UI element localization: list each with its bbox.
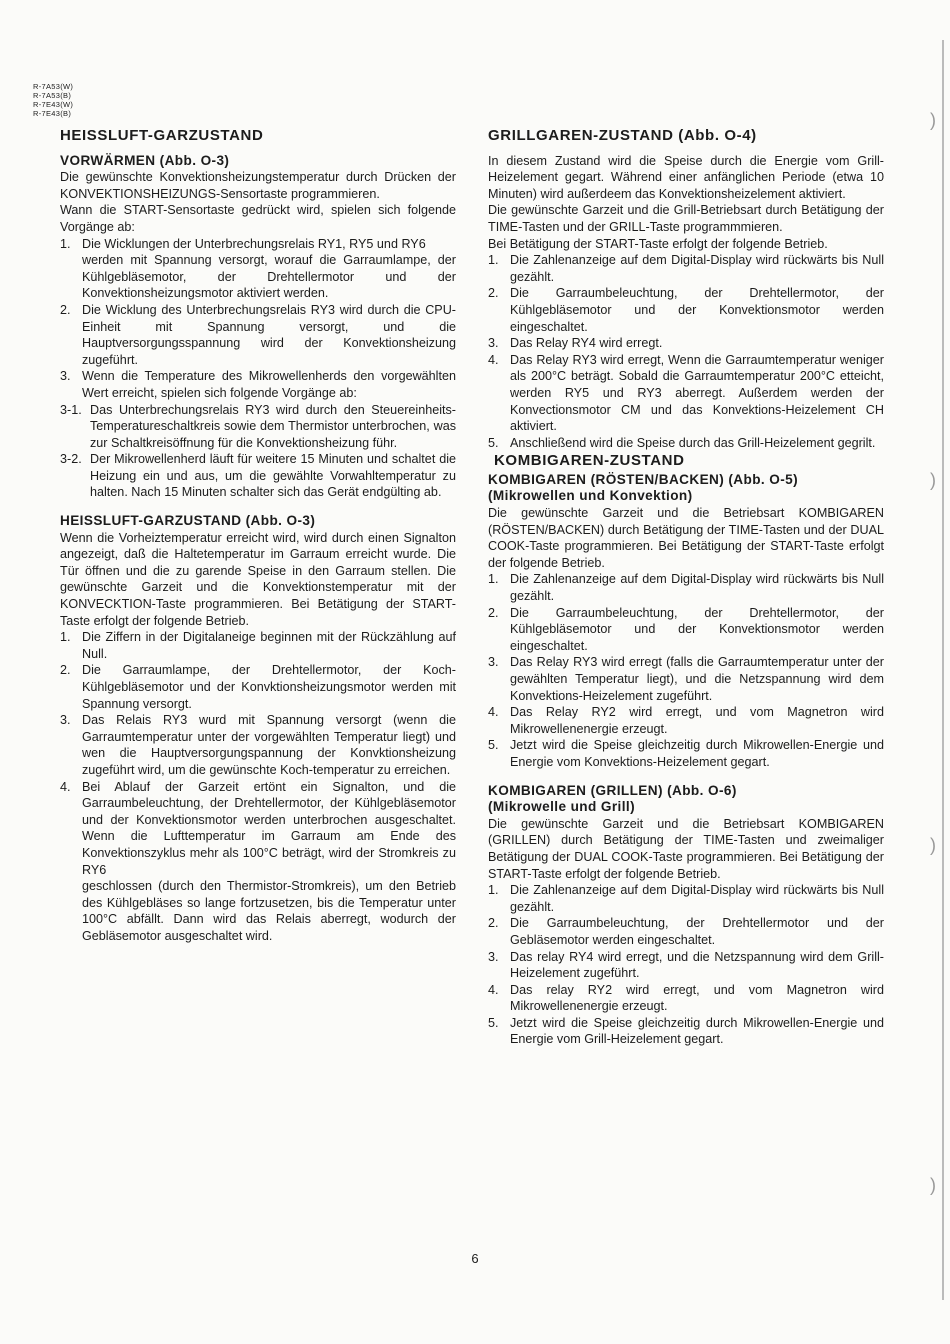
item-number: 2. (488, 916, 499, 931)
item-number: 3-1. (60, 402, 82, 417)
item-text: Das Unterbrechungsrelais RY3 wird durch den Steuereinheits-Temperatureschaltkreis sowie dem Thermistor unterbrochen, was zur Schaltkreisöffnung für die Konvektionsheizung führ. (90, 402, 456, 450)
paragraph: Die gewünschte Garzeit und die Betriebsart KOMBIGAREN (GRILLEN) durch Betätigung der TIME-Tasten und zweimaliger Betätigung der DUAL COOK-Taste programmieren. Bei Betätigung der START-Taste erfolgt der folgende Betrieb. (488, 816, 884, 881)
item-text: Anschließend wird die Speise durch das Grill-Heizelement gegrilt. (510, 435, 876, 450)
item-number: 3-2. (60, 452, 82, 467)
roesten-subheading: (Mikrowellen und Konvektion) (488, 488, 693, 504)
list-item (488, 982, 884, 1015)
item-text: Das relay RY2 wird erregt, und vom Magnetron wird Mikrowellenenergie erzeugt. (510, 982, 884, 1014)
item-number: 1. (488, 253, 499, 268)
model-code: R-7E43(B) (33, 109, 72, 118)
item-number: 3. (488, 336, 499, 351)
item-text: Die Zahlenanzeige auf dem Digital-Display wird rückwärts bis Null gezählt. (510, 883, 884, 914)
list-item (488, 882, 884, 915)
item-number: 1. (60, 630, 71, 645)
item-number: 5. (488, 435, 499, 450)
item-text: Die Ziffern in der Digitalaneige beginnen mit der Rückzählung auf Null. (82, 630, 456, 661)
item-number: 3. (488, 655, 499, 670)
item-text: Die Zahlenanzeige auf dem Digital-Display wird rückwärts bis Null gezählt. (510, 572, 884, 604)
model-list (33, 82, 73, 118)
left-column (60, 128, 456, 945)
list-item (60, 779, 456, 879)
roesten-heading: KOMBIGAREN (RÖSTEN/BACKEN) (Abb. O-5) (488, 471, 799, 487)
grillen-heading: KOMBIGAREN (GRILLEN) (Abb. O-6) (488, 782, 737, 798)
model-code: R-7E43(W) (33, 100, 74, 109)
item-continuation: geschlossen (durch den Thermistor-Stromkreis), um den Betrieb des Kühlgebläses so lange fortzusetzen, bis die Temperatur unter 100°C abfällt. Dann wird das Relais aberregt, wodurch der Gebläsemotor ausgeschaltet wird. (82, 879, 456, 943)
item-text: Die Garraumbeleuchtung, der Drehtellermotor, der Kühlgebläsemotor und der Konvektionsmotor werden eingeschaltet. (510, 605, 884, 653)
list-item (488, 704, 884, 737)
paragraph: In diesem Zustand wird die Speise durch die Energie vom Grill-Heizelement gegart. Während einer anfänglichen Periode (etwa 10 Minuten) wird außerdeem das Konvektionsheizelement aktiviert. (488, 153, 884, 201)
item-number: 1. (488, 572, 499, 587)
list-item (488, 949, 884, 982)
list-item (60, 402, 456, 452)
list-item (488, 352, 884, 435)
grill-heading: GRILLGAREN-ZUSTAND (Abb. O-4) (488, 127, 757, 144)
paragraph: Die gewünschte Garzeit und die Grill-Betriebsart durch Betätigung der TIME-Tasten und der GRILL-Taste programmmieren. (488, 203, 884, 234)
list-item (488, 571, 884, 604)
list-item (60, 368, 456, 401)
model-code: R-7A53(W) (33, 82, 74, 91)
item-text: Jetzt wird die Speise gleichzeitig durch Mikrowellen-Energie und Energie vom Konvektions-Heizelement gegart. (510, 738, 884, 769)
item-number: 2. (60, 302, 71, 317)
item-number: 5. (488, 738, 499, 753)
item-number: 4. (488, 352, 499, 367)
item-text: Jetzt wird die Speise gleichzeitig durch Mikrowellen-Energie und Energie vom Grill-Heizelement gegart. (510, 1015, 884, 1047)
item-text: Wenn die Temperature des Mikrowellenherds den vorgewählten Wert erreicht, spielen sich folgende Vorgänge ab: (82, 369, 456, 400)
list-item (488, 252, 884, 285)
paragraph: Die gewünschte Garzeit und die Betriebsart KOMBIGAREN (RÖSTEN/BACKEN) durch Betätigung der TIME-Tasten und der DUAL COOK-Taste programmieren. Bei Betätigung der START-Taste erfolgt der folgende Betrieb. (488, 506, 884, 570)
item-number: 3. (60, 713, 71, 728)
item-number: 4. (488, 982, 499, 997)
item-number: 4. (60, 779, 71, 794)
item-number: 2. (488, 286, 499, 301)
item-number: 4. (488, 705, 499, 720)
item-text: Die Wicklungen der Unterbrechungsrelais RY1, RY5 und RY6 (82, 236, 426, 251)
list-item (488, 654, 884, 704)
list-item (488, 915, 884, 948)
item-text: Das Relay RY3 wird erregt (falls die Garraumtemperatur unter der gewählten Temperatur liegt), und die Netzspannung wird dem Konvektions-Heizelement zugeführt. (510, 655, 884, 703)
paragraph: Bei Betätigung der START-Taste erfolgt der folgende Betrieb. (488, 236, 828, 251)
grillen-subheading: (Mikrowelle und Grill) (488, 799, 636, 815)
item-text: Die Garraumbeleuchtung, der Drehtellermotor, der Kühlgebläsemotor und der Konvektionsmotor werden eingeschaltet. (510, 286, 884, 334)
binder-hole-mark: ) (930, 110, 936, 130)
section-title: HEISSLUFT-GARZUSTAND (60, 127, 264, 144)
item-number: 1. (488, 883, 499, 898)
list-item (488, 335, 884, 352)
item-number: 2. (488, 605, 499, 620)
paragraph: Wenn die Vorheiztemperatur erreicht wird, wird durch einen Signalton angezeigt, daß die Haltetemperatur im Garraum erreicht wurde. Die Tür öffnen und die zu garende Speise in den Garraum stellen. Die gewünschte Garzeit und die Konvektionstemperatur mit der KONVECKTION-Taste programmieren. Bei Betätigung der START-Taste erfolgt der folgende Betrieb. (60, 530, 456, 628)
item-text: Die Wicklung des Unterbrechungsrelais RY3 wird durch die CPU-Einheit mit Spannung versorgt, und die Hauptversorgungsspannung wird der Konvektionsheizung zugeführt. (82, 302, 456, 367)
list-item (488, 435, 884, 452)
model-code: R-7A53(B) (33, 91, 72, 100)
list-item (60, 451, 456, 501)
list-item (488, 1015, 884, 1048)
list-item (60, 629, 456, 662)
binder-hole-mark: ) (930, 470, 936, 490)
item-text: Der Mikrowellenherd läuft für weitere 15 Minuten und schaltet die Heizung ein und aus, um die gewählte Vorwahltemperatur zu halten. Nach 15 Minuten schalter sich das Gerät endgülting ab. (90, 452, 456, 500)
list-item (60, 302, 456, 368)
item-text: Die Zahlenanzeige auf dem Digital-Display wird rückwärts bis Null gezählt. (510, 253, 884, 284)
scan-edge-line (942, 40, 944, 1300)
item-text: Die Garraumlampe, der Drehtellermotor, der Koch-Kühlgebläsemotor und der Konvktionsheizungsmotor werden mit Spannung versorgt. (82, 663, 456, 711)
item-number: 2. (60, 663, 71, 678)
binder-hole-mark: ) (930, 835, 936, 855)
heissluft-heading: HEISSLUFT-GARZUSTAND (Abb. O-3) (60, 513, 316, 529)
item-text: Das Relay RY3 wird erregt, Wenn die Garraumtemperatur weniger als 200°C beträgt. Sobald die Garraumtemperatur 200°C etteicht, werden RY5 und RY3 aberregt. Außerdem werden der Konvectionsmotor CM und das Konvektions-Heizelement CH aktiviert. (510, 352, 884, 434)
item-text: Bei Ablauf der Garzeit ertönt ein Signalton, und die Garraumbeleuchtung, der Drehtellermotor, der Kühlgebläsemotor und der Konvektionsmotor werden unterbrochen ausgeschaltet. Wenn die Lufttemperatur im Garraum am Ende des Konvektionszyklus mehr als 100°C beträgt, wird der Stromkreis zu RY6 (82, 779, 456, 877)
item-text: Das Relay RY2 wird erregt, und vom Magnetron wird Mikrowellenenergie erzeugt. (510, 705, 884, 736)
list-item (60, 662, 456, 712)
item-continuation: werden mit Spannung versorgt, worauf die Garraumlampe, der Kühlgebläsemotor, der Drehtellermotor und der Konvektionsheizungsmotor aktiviert werden. (82, 253, 456, 301)
list-item (488, 285, 884, 335)
item-text: Die Garraumbeleuchtung, der Drehtellermotor und der Gebläsemotor werden eingeschaltet. (510, 916, 884, 947)
paragraph: Wann die START-Sensortaste gedrückt wird, spielen sich folgende Vorgänge ab: (60, 203, 456, 234)
list-item (488, 605, 884, 655)
item-number: 3. (488, 949, 499, 964)
kombi-title: KOMBIGAREN-ZUSTAND (494, 452, 685, 470)
list-item (60, 236, 456, 253)
item-text: Das Relais RY3 wurd mit Spannung versorgt (wenn die Garraumtemperatur unter der vorgewählten Temperatur liegt) und wen die Hauptversorgungspannung der Konvktionsheizung zugeführt wird, um die gewünschte Koch-temperatur zu erreichen. (82, 713, 456, 777)
list-item (60, 712, 456, 778)
paragraph: Die gewünschte Konvektionsheizungstemperatur durch Drücken der KONVEKTIONSHEIZUNGS-Sensortaste programmieren. (60, 170, 456, 201)
page-number: 6 (471, 1251, 479, 1266)
list-item (488, 737, 884, 770)
binder-hole-mark: ) (930, 1175, 936, 1195)
vorwaermen-heading: VORWÄRMEN (Abb. O-3) (60, 152, 230, 168)
item-number: 5. (488, 1015, 499, 1030)
item-number: 3. (60, 369, 71, 384)
right-column (488, 128, 884, 1048)
item-text: Das Relay RY4 wird erregt. (510, 336, 663, 351)
item-text: Das relay RY4 wird erregt, und die Netzspannung wird dem Grill-Heizelement zugeführt. (510, 949, 884, 981)
item-number: 1. (60, 236, 71, 251)
